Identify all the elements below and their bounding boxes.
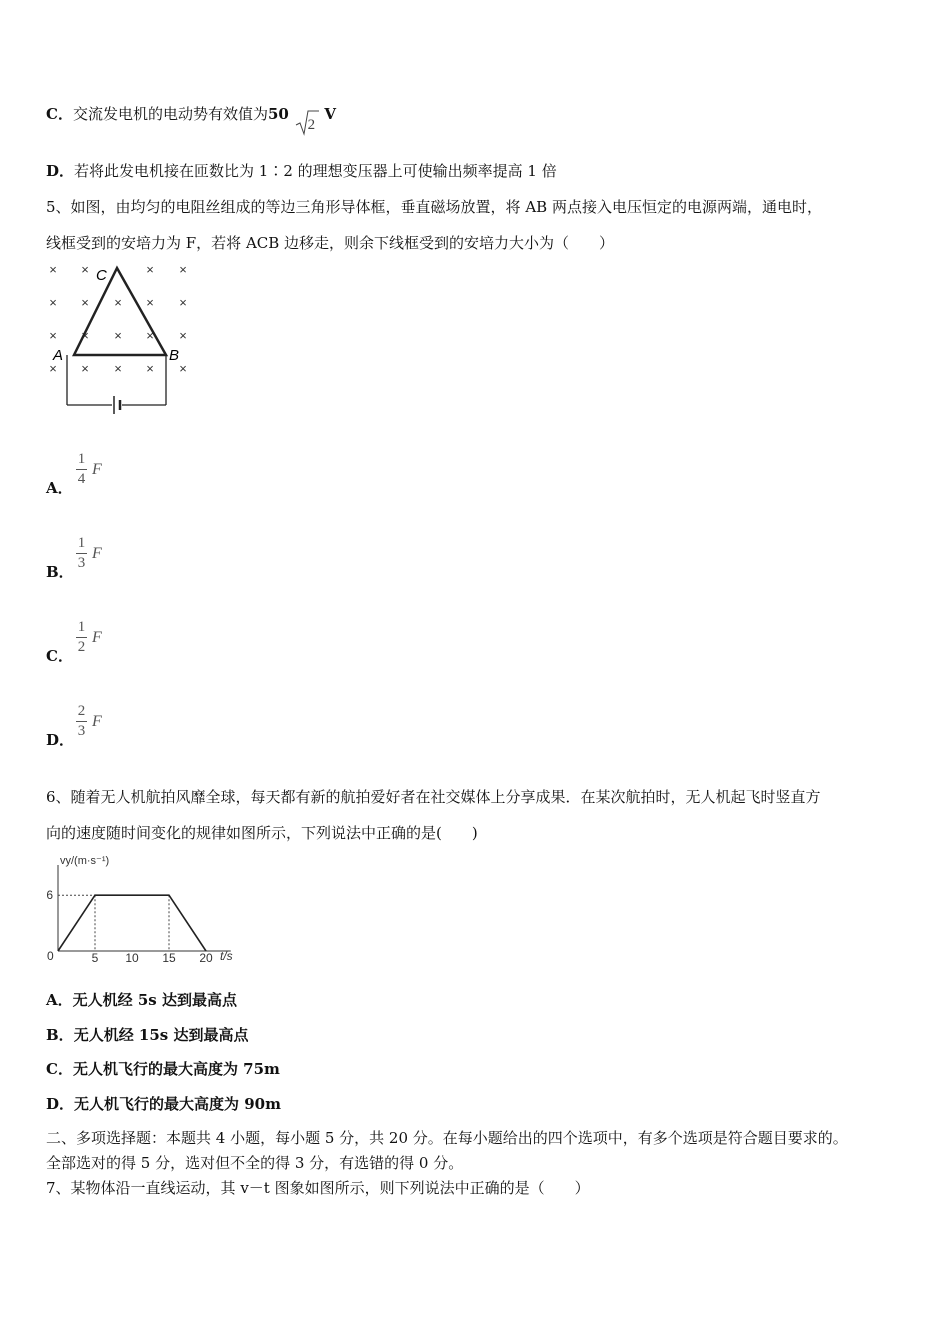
field-cross-mark: × [49,328,57,343]
sqrt-sign-icon [294,107,320,137]
field-cross-mark: × [179,295,187,310]
option-text: 若将此发电机接在匝数比为 1∶2 的理想变压器上可使输出频率提高 1 倍 [74,162,557,180]
field-cross-mark: × [179,361,187,376]
field-cross-mark: × [114,295,122,310]
option-text: 无人机飞行的最大高度为 90m [74,1095,281,1113]
option-number: 50 [267,105,289,123]
vertex-label-a: A [53,347,64,364]
field-cross-mark: × [49,295,57,310]
numerator: 2 [77,703,86,719]
y-tick-label: 6 [46,888,53,903]
field-cross-mark: × [179,328,187,343]
denominator: 3 [77,723,86,739]
x-tick-label: 5 [91,951,99,965]
variable-f: F [92,629,102,646]
q7-stem: 7、某物体沿一直线运动，其 v－t 图象如图所示，则下列说法中正确的是（ ） [46,1179,590,1197]
denominator: 2 [77,639,86,655]
q6-option-b [46,1025,248,1045]
option-label: A． [46,479,73,497]
numerator: 1 [77,451,86,467]
vertex-label-b: B [169,347,180,364]
x-tick-label: 20 [199,951,213,965]
field-cross-mark: × [114,361,122,376]
x-axis-label: t/s [220,949,233,963]
option-label: D． [46,731,75,749]
option-label: C． [46,105,73,123]
fraction-expression [76,451,102,488]
sqrt-expression [294,109,320,133]
variable-f: F [92,545,102,562]
option-text: 无人机经 5s 达到最高点 [72,991,237,1009]
option-label: B． [46,563,74,581]
fraction [76,703,87,740]
field-cross-mark: × [114,328,122,343]
fraction-expression [76,703,102,740]
field-cross-mark: × [146,262,154,277]
numerator: 1 [77,619,86,635]
sqrt-radicand: 2 [307,117,316,133]
option-label: D． [46,1095,75,1113]
field-cross-mark: × [49,262,57,277]
field-cross-mark: × [146,328,154,343]
fraction [76,451,87,488]
fraction [76,535,87,572]
variable-f: F [92,461,102,478]
q5-stem-line1: 5、如图，由均匀的电阻丝组成的等边三角形导体框，垂直磁场放置，将 AB 两点接入电压恒定的电源两端，通电时， [46,198,822,216]
q6-stem-line2: 向的速度随时间变化的规律如图所示，下列说法中正确的是( ) [46,824,478,842]
vertex-label-c: C [96,267,107,284]
velocity-time-chart [44,850,244,970]
denominator: 3 [77,555,86,571]
section2-heading-line2: 全部选对的得 5 分，选对但不全的得 3 分，有选错的得 0 分。 [46,1154,464,1172]
field-cross-mark: × [146,295,154,310]
field-cross-mark: × [81,361,89,376]
y-axis-label: vy/(m·s⁻¹) [60,855,110,867]
fraction [76,619,87,656]
variable-f: F [92,713,102,730]
q5-stem-line2: 线框受到的安培力为 F，若将 ACB 边移走，则余下线框受到的安培力大小为（ ） [46,234,615,252]
option-text: 无人机经 15s 达到最高点 [73,1026,249,1044]
q4-option-d [46,161,557,181]
q6-option-c [46,1059,280,1079]
field-cross-mark: × [81,262,89,277]
numerator: 1 [77,535,86,551]
q6-stem-line1: 6、随着无人机航拍风靡全球，每天都有新的航拍爱好者在社交媒体上分享成果．在某次航拍时，无人机起飞时竖直方 [46,788,821,806]
option-label: C． [46,647,73,665]
origin-label: 0 [47,949,54,963]
field-cross-mark: × [146,361,154,376]
field-cross-mark: × [81,295,89,310]
q6-option-d [46,1094,281,1114]
field-cross-mark: × [81,328,89,343]
option-text: 无人机飞行的最大高度为 75m [72,1060,280,1078]
q6-option-a [46,990,237,1010]
unit: V [324,105,337,123]
field-cross-mark: × [49,361,57,376]
field-cross-mark: × [179,262,187,277]
x-tick-label: 10 [125,951,139,965]
option-label: B． [46,1026,74,1044]
series-line [58,895,206,951]
fraction-expression [76,619,102,656]
q4-option-c [46,104,337,133]
section2-heading-line1: 二、多项选择题：本题共 4 小题，每小题 5 分，共 20 分。在每小题给出的四个选项中，有多个选项是符合题目要求的。 [46,1129,848,1147]
triangle-circuit-figure [44,260,204,420]
option-text: 交流发电机的电动势有效值为 [72,105,268,123]
fraction-expression [76,535,102,572]
denominator: 4 [77,471,86,487]
option-label: D． [46,162,75,180]
option-label: C． [46,1060,73,1078]
x-tick-label: 15 [162,951,176,965]
option-label: A． [46,991,73,1009]
